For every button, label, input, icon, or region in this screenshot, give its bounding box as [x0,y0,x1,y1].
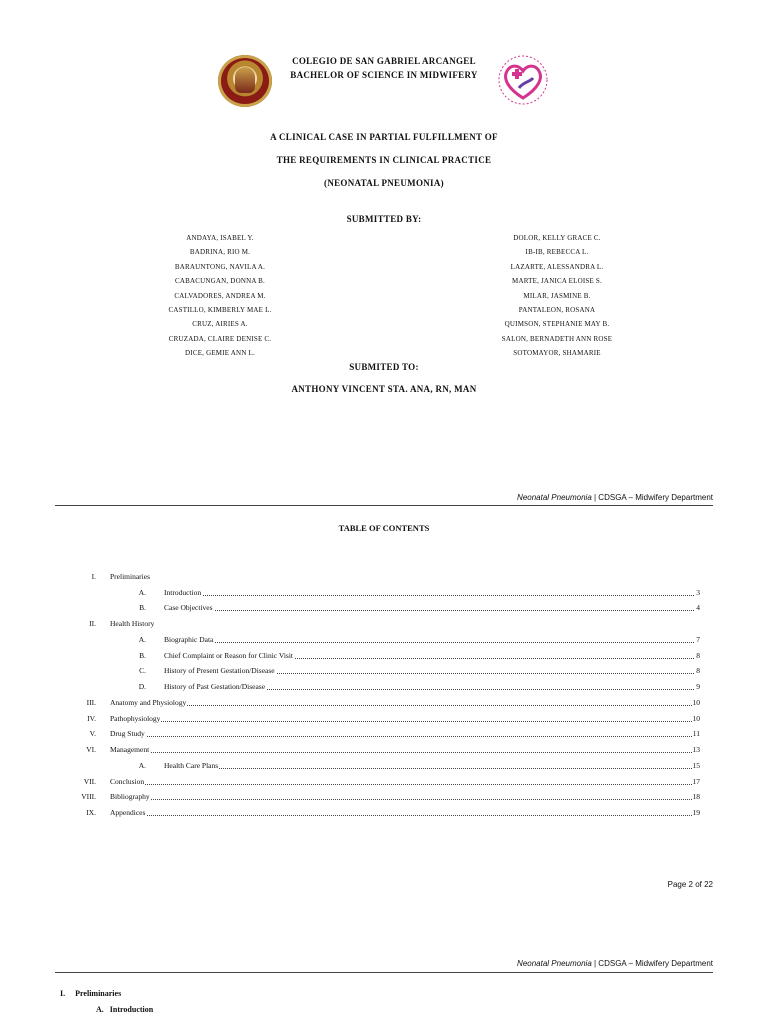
footer-divider [55,972,713,973]
toc-leader-dots [164,633,696,643]
toc-entry[interactable] [0,727,768,741]
toc-entry-label: Introduction [164,586,202,600]
toc-entry-label: Bibliography [110,790,151,804]
section-number: I. [60,989,66,998]
instructor-name: ANTHONY VINCENT STA. ANA, RN, MAN [291,384,477,394]
toc-entry-label: Biographic Data [164,633,214,647]
footer-doc-title: Neonatal Pneumonia [517,959,592,968]
student-name: SALON, BERNADETH ANN ROSE [501,334,613,343]
toc-entry-number: A. [138,635,146,644]
subsection-heading [96,1005,153,1014]
student-name: ANDAYA, ISABEL Y. [186,234,254,242]
student-name: QUIMSON, STEPHANIE MAY B. [504,320,610,329]
toc-entry-label: History of Past Gestation/Disease [164,680,266,694]
toc-entry[interactable] [0,696,768,710]
toc-leader-dots [110,790,696,800]
toc-entry-page: 18 [692,790,701,804]
toc-entry-number: I. [91,572,96,581]
toc-entry-label: History of Present Gestation/Disease [164,664,276,678]
toc-entry-number: B. [139,651,146,660]
toc-entry-number: D. [138,682,146,691]
toc-leader-dots [164,586,696,596]
toc-entry-page: 19 [692,806,701,820]
toc-entry-number: V. [89,729,96,738]
case-title-line1: A CLINICAL CASE IN PARTIAL FULFILLMENT OF [270,132,498,142]
toc-entry[interactable] [0,664,768,678]
student-name: CASTILLO, KIMBERLY MAE L. [168,305,272,314]
toc-entry[interactable] [0,633,768,647]
student-name: IB-IB, REBECCA L. [525,248,589,257]
student-name: MARTE, JANICA ELOISE S. [512,277,602,286]
toc-entry-number: VIII. [81,792,96,801]
submitted-to-heading: SUBMITED TO: [349,362,419,372]
toc-entry-label: Conclusion [110,775,145,789]
page-footer [517,493,713,502]
toc-entry[interactable] [0,617,768,631]
footer-separator: | [591,493,599,502]
toc-leader-dots [110,806,696,816]
toc-entry-page: 3 [695,586,700,600]
page-number: Page 2 of 22 [667,880,713,889]
toc-entry[interactable] [0,680,768,694]
toc-entry[interactable] [0,743,768,757]
toc-entry[interactable] [0,806,768,820]
program-name: BACHELOR OF SCIENCE IN MIDWIFERY [290,70,478,80]
toc-entry-label: Health History [110,617,155,631]
case-title-line3: (NEONATAL PNEUMONIA) [324,178,444,188]
student-name: MILAR, JASMINE B. [523,291,591,300]
toc-entry-label: Anatomy and Physiology [110,696,187,710]
student-list-right [487,231,627,361]
toc-entry-page: 11 [692,727,700,741]
toc-entry[interactable] [0,712,768,726]
subsection-number: A. [96,1005,104,1014]
toc-entry-label: Drug Study [110,727,146,741]
toc-entry-number: III. [86,698,96,707]
footer-separator: | [591,959,599,968]
subsection-label: Introduction [109,1005,154,1014]
college-name: COLEGIO DE SAN GABRIEL ARCANGEL [292,56,476,66]
student-name: LAZARTE, ALESSANDRA L. [510,262,604,271]
section-label: Preliminaries [75,989,122,998]
toc-entry-number: A. [138,761,146,770]
toc-entry-number: II. [89,619,96,628]
toc-leader-dots [110,775,696,785]
toc-title: TABLE OF CONTENTS [338,523,430,533]
toc-entry-label: Pathophysiology [110,712,161,726]
student-name: CALVADORES, ANDREA M. [174,291,266,300]
toc-entry-number: IX. [86,808,96,817]
footer-doc-title: Neonatal Pneumonia [517,493,592,502]
toc-entry-page: 4 [695,601,700,615]
toc-leader-dots [110,743,696,753]
toc-entry-page: 9 [695,680,700,694]
toc-entry[interactable] [0,601,768,615]
toc-leader-dots [110,696,696,706]
toc-entry-number: VII. [83,777,96,786]
section-heading [60,989,121,998]
toc-entry[interactable] [0,775,768,789]
toc-entry-page: 13 [692,743,701,757]
toc-entry-number: B. [139,603,146,612]
student-list-left [150,231,290,361]
toc-entry-page: 15 [692,759,701,773]
student-name: SOTOMAYOR, SHAMARIE [513,349,601,358]
toc-entry-number: IV. [87,714,96,723]
toc-leader-dots [110,712,696,722]
toc-leader-dots [164,601,696,611]
toc-entry-label: Management [110,743,150,757]
student-name: PANTALEON, ROSANA [518,305,596,314]
student-name: CRUZ, AIRIES A. [192,320,248,329]
student-name: DOLOR, KELLY GRACE C. [513,234,601,242]
toc-entry[interactable] [0,759,768,773]
toc-entry-page: 7 [695,633,700,647]
toc-entry-page: 8 [695,649,700,663]
toc-entry-page: 8 [695,664,700,678]
footer-department: CDSGA – Midwifery Department [598,493,713,502]
toc-entry[interactable] [0,649,768,663]
toc-entry[interactable] [0,790,768,804]
toc-entry-label: Preliminaries [110,570,151,584]
toc-entry-page: 17 [692,775,701,789]
page-footer [517,959,713,968]
toc-entry[interactable] [0,586,768,600]
case-title-line2: THE REQUIREMENTS IN CLINICAL PRACTICE [276,155,492,165]
toc-entry-label: Case Objectives [164,601,214,615]
student-name: CABACUNGAN, DONNA B. [175,277,265,286]
student-name: BARAUNTONG, NAVILA A. [174,262,266,271]
submitted-by-heading: SUBMITTED BY: [346,214,422,224]
toc-entry-number: VI. [86,745,96,754]
toc-leader-dots [110,727,696,737]
footer-divider [55,505,713,506]
toc-entry-number: A. [138,588,146,597]
toc-entry-label: Health Care Plans [164,759,219,773]
toc-entry-page: 10 [692,696,701,710]
student-name: DICE, GEMIE ANN L. [185,349,255,358]
footer-department: CDSGA – Midwifery Department [598,959,713,968]
toc-entry[interactable] [0,570,768,584]
student-name: CRUZADA, CLAIRE DENISE C. [168,334,272,343]
toc-leader-dots [164,759,696,769]
toc-entry-page: 10 [692,712,701,726]
student-name: BADRINA, RIO M. [189,248,251,257]
toc-entry-label: Appendices [110,806,146,820]
toc-entry-label: Chief Complaint or Reason for Clinic Visit [164,649,294,663]
toc-entry-number: C. [139,666,146,675]
